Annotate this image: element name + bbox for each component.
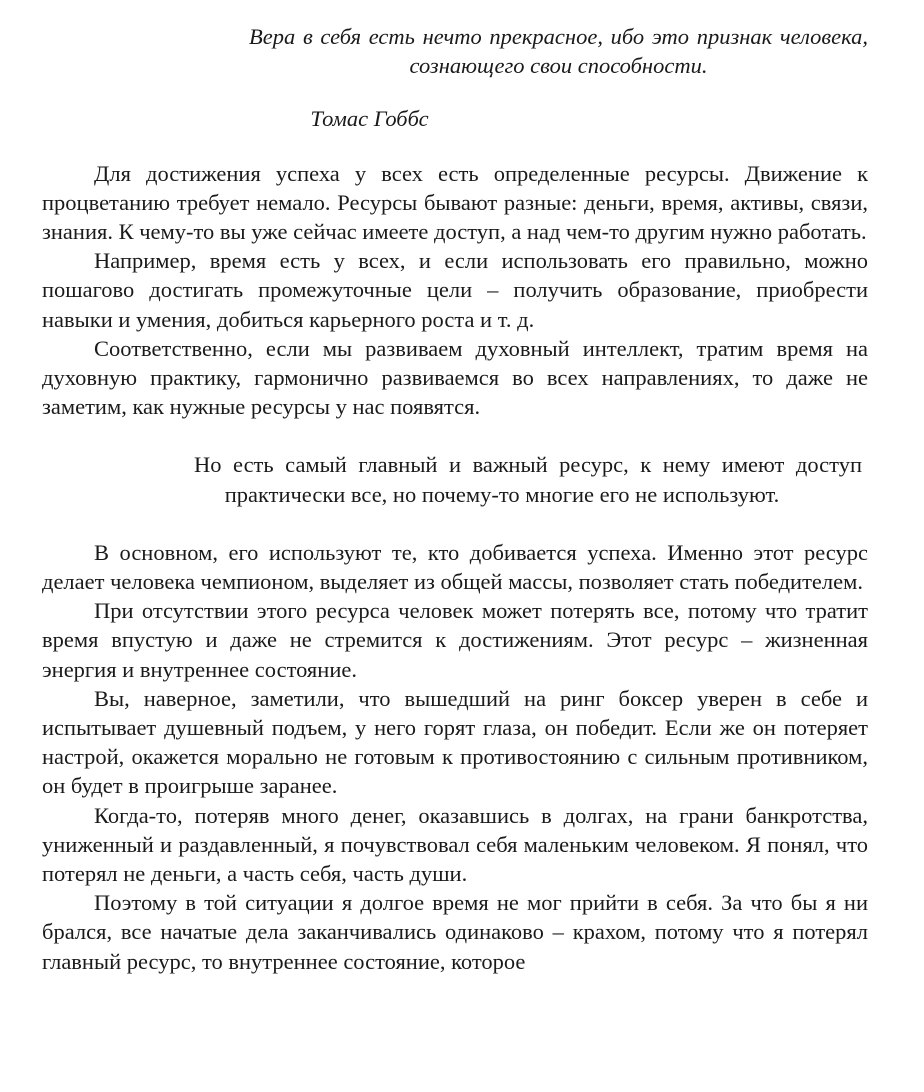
paragraph: При отсутствии этого ресурса человек может потерять все, потому что тратит время впустую и даже не стремится к достижениям. Этот ресурс – жизненная энергия и внутреннее состояние. <box>42 598 868 682</box>
paragraph: В основном, его используют те, кто добивается успеха. Именно этот ресурс делает человека чемпионом, выделяет из общей массы, позволяет стать победителем. <box>42 539 868 595</box>
callout-quote: Но есть самый главный и важный ресурс, к нему имеют доступ практически все, но почему-то многие его не используют. <box>194 452 862 507</box>
document-page <box>42 22 868 976</box>
paragraph: Поэтому в той ситуации я долгое время не мог прийти в себя. За что бы я ни брался, все начатые дела заканчивались одинаково – крахом, потому что я потерял главный ресурс, то внутреннее состояние, которое <box>42 890 868 974</box>
paragraph: Когда-то, потеряв много денег, оказавшись в долгах, на грани банкротства, униженный и раздавленный, я почувствовал себя маленьким человеком. Я понял, что потерял не деньги, а часть себя, часть души. <box>42 802 868 887</box>
paragraph: Для достижения успеха у всех есть определенные ресурсы. Движение к процветанию требует немало. Ресурсы бывают разные: деньги, время, активы, связи, знания. К чему-то вы уже сейчас имеете доступ, а над чем-то другим нужно работать. <box>42 160 868 245</box>
body-text-top <box>42 159 868 422</box>
paragraph: Вы, наверное, заметили, что вышедший на ринг боксер уверен в себе и испытывает душевный подъем, у него горят глаза, он победит. Если же он потеряет настрой, окажется морально не готовым к противостоянию с сильным противником, он будет в проигрыше заранее. <box>42 685 868 799</box>
epigraph-author: Томас Гоббс <box>310 106 429 132</box>
epigraph-quote: Вера в себя есть нечто прекрасное, ибо это признак человека, сознающего свои способности. <box>249 24 868 79</box>
paragraph: Например, время есть у всех, и если использовать его правильно, можно пошагово достигать промежуточные цели – получить образование, приобрести навыки и умения, добиться карьерного роста и т. д. <box>42 248 868 332</box>
body-text-bottom <box>42 538 868 976</box>
paragraph: Соответственно, если мы развиваем духовный интеллект, тратим время на духовную практику, гармонично развиваемся во всех направлениях, то даже не заметим, как нужные ресурсы у нас появятся. <box>42 335 868 420</box>
